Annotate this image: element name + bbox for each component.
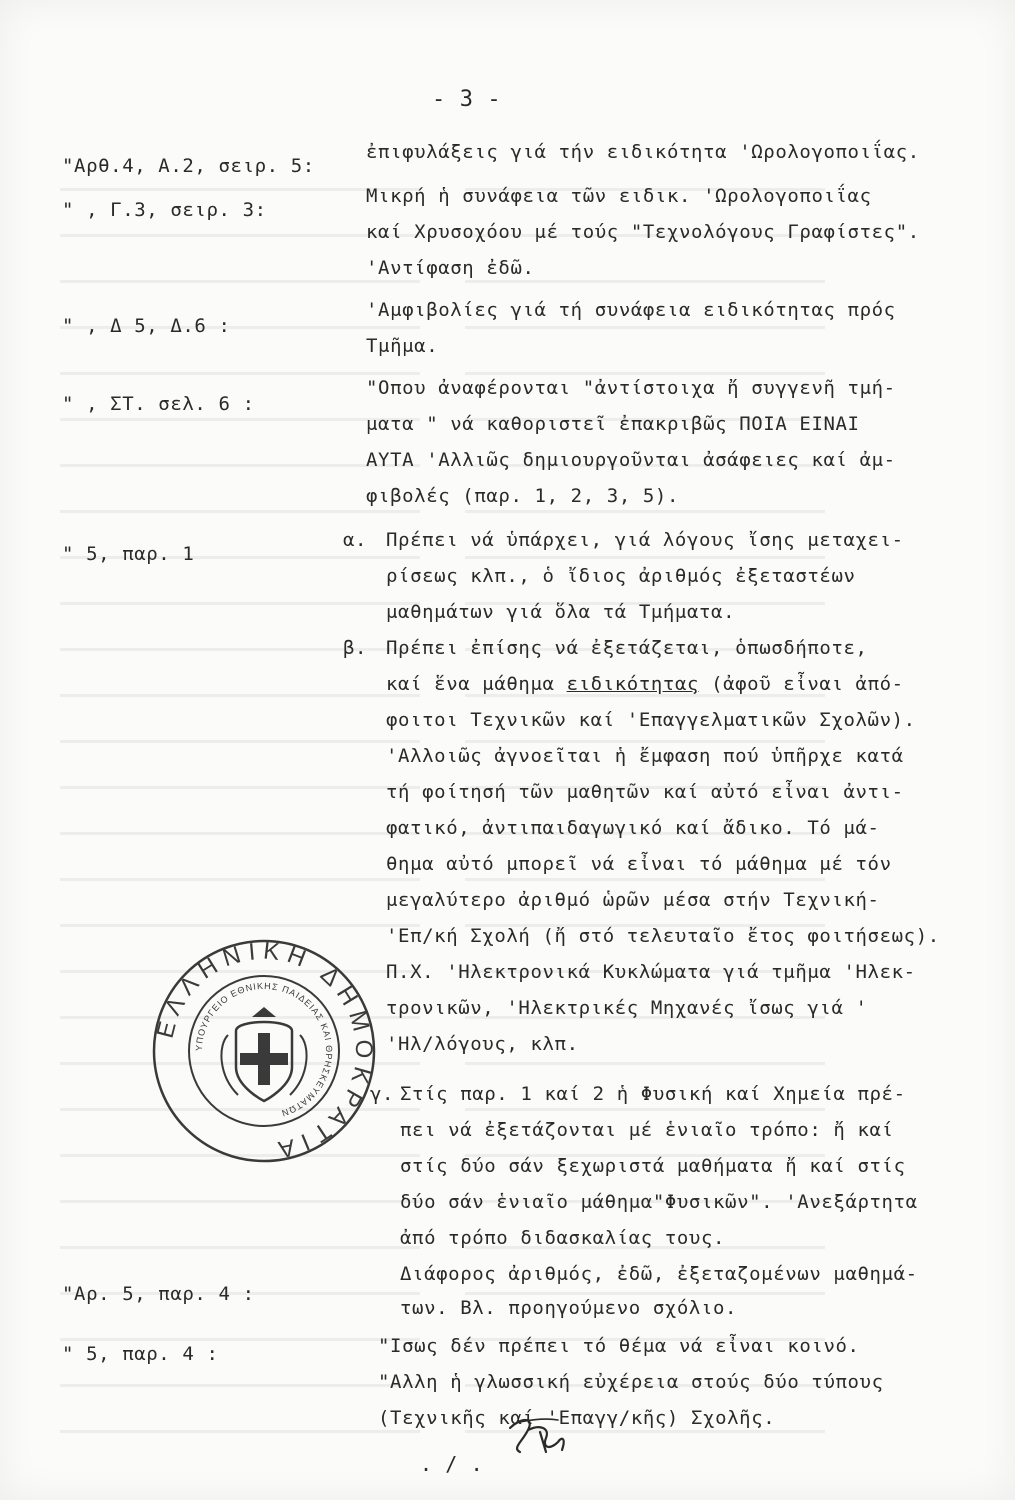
point-marker: α. (343, 529, 368, 551)
comment-line: "Αλλη ἡ γλωσσική εὐχέρεια στούς δύο τύπους (378, 1371, 884, 1393)
point-marker: β. (343, 637, 368, 659)
official-seal (148, 935, 380, 1167)
continuation-mark: . / . (420, 1452, 484, 1476)
comment-line: ΑΥΤΑ 'Αλλιῶς δημιουργοῦνται ἀσάφειες καί ἀμ- (366, 449, 896, 471)
comment-line: Π.Χ. 'Ηλεκτρονικά Κυκλώματα γιά τμῆμα 'Ηλεκ- (386, 961, 916, 983)
comment-line: τή φοίτησή τῶν μαθητῶν καί αὐτό εἶναι ἀντι- (386, 781, 904, 803)
seal-inner-text: ΥΠΟΥΡΓΕΙΟ ΕΘΝΙΚΗΣ ΠΑΙΔΕΙΑΣ ΚΑΙ ΘΡΗΣΚΕΥΜΑΤΩΝ (193, 980, 335, 1119)
comment-line: των. Βλ. προηγούμενο σχόλιο. (400, 1297, 738, 1319)
comment-text: καί ἕνα μάθημα (386, 673, 567, 695)
comment-line: 'Αντίφαση ἐδῶ. (366, 257, 535, 279)
comment-line: ρίσεως κλπ., ὁ ἴδιος ἀριθμός ἐξεταστέων (386, 565, 856, 587)
page-number: - 3 - (432, 87, 502, 112)
comment-line (386, 672, 904, 696)
comment-line: ἐπιφυλάξεις γιά τήν ειδικότητα 'Ωρολογοποιΐας. (366, 141, 920, 163)
comment-line: 'Αλλοιῶς ἀγνοεῖται ἡ ἔμφαση πού ὑπῆρχε κατά (386, 745, 904, 767)
comment-line: 'Επ/κή Σχολή (ἤ στό τελευταῖο ἔτος φοιτήσεως). (386, 925, 940, 947)
comment-line: Μικρή ἡ συνάφεια τῶν ειδικ. 'Ωρολογοποιΐας (366, 185, 872, 207)
underlined-word: ειδικότητας (566, 673, 700, 695)
comment-line: τρονικῶν, 'Ηλεκτρικές Μηχανές ἴσως γιά ' (386, 997, 868, 1019)
coat-of-arms-icon (221, 1007, 306, 1101)
comment-line: Πρέπει ἐπίσης νά ἐξετάζεται, ὁπωσδήποτε, (386, 637, 868, 659)
comment-text: (ἀφοῦ εἶναι ἀπό- (699, 673, 904, 695)
reference-label: "Αρθ.4, Α.2, σειρ. 5: (62, 155, 315, 177)
comment-line: στίς δύο σάν ξεχωριστά μαθήματα ἤ καί στίς (400, 1155, 906, 1177)
comment-line: Διάφορος ἀριθμός, ἐδῶ, ἐξεταζομένων μαθημά- (400, 1263, 918, 1285)
comment-line: ἀπό τρόπο διδασκαλίας τους. (400, 1227, 726, 1249)
seal-ring-text: ΕΛΛΗΝΙΚΗ ΔΗΜΟΚΡΑΤΙΑ (151, 937, 378, 1165)
comment-line: Πρέπει νά ὑπάρχει, γιά λόγους ἴσης μεταχει- (386, 529, 904, 551)
reference-label: " , ΣΤ. σελ. 6 : (62, 393, 255, 415)
comment-line: 'Ηλ/λόγους, κλπ. (386, 1033, 579, 1055)
comment-line: (Τεχνικῆς καί 'Επαγγ/κῆς) Σχολῆς. (378, 1407, 776, 1429)
comment-line: 'Αμφιβολίες γιά τή συνάφεια ειδικότητας πρός (366, 299, 896, 321)
reference-label: " , Γ.3, σειρ. 3: (62, 199, 267, 221)
comment-line: Τμῆμα. (366, 335, 439, 357)
comment-line: καί Χρυσοχόου μέ τούς "Τεχνολόγους Γραφίστες". (366, 221, 920, 243)
comment-line: "Οπου ἀναφέρονται "ἀντίστοιχα ἤ συγγενῆ τμή- (366, 377, 896, 399)
reference-label: " 5, παρ. 4 : (62, 1343, 219, 1365)
comment-line: φατικό, ἀντιπαιδαγωγικό καί ἄδικο. Τό μά- (386, 817, 880, 839)
comment-line: μεγαλύτερο ἀριθμό ὡρῶν μέσα στήν Τεχνική- (386, 889, 880, 911)
comment-line: Στίς παρ. 1 καί 2 ἡ Φυσική καί Χημεία πρέ- (400, 1083, 906, 1105)
reference-label: " 5, παρ. 1 (62, 543, 195, 565)
comment-line: φοιτοι Τεχνικῶν καί 'Επαγγελματικῶν Σχολῶν). (386, 709, 916, 731)
reference-label: " , Δ 5, Δ.6 : (62, 315, 231, 337)
comment-line: δύο σάν ἑνιαῖο μάθημα"Φυσικῶν". 'Ανεξάρτητα (400, 1191, 918, 1213)
comment-line: θημα αὐτό μπορεῖ νά εἶναι τό μάθημα μέ τόν (386, 853, 892, 875)
comment-line: φιβολές (παρ. 1, 2, 3, 5). (366, 485, 680, 507)
comment-line: μαθημάτων γιά ὅλα τά Τμήματα. (386, 601, 736, 623)
comment-line: πει νά ἐξετάζονται μέ ἑνιαῖο τρόπο: ἤ καί (400, 1119, 894, 1141)
point-marker: γ. (370, 1083, 395, 1105)
comment-line: ματα " νά καθοριστεῖ ἐπακριβῶς ΠΟΙΑ ΕΙΝΑΙ (366, 413, 860, 435)
reference-label: "Αρ. 5, παρ. 4 : (62, 1283, 255, 1305)
handwritten-signature (450, 1408, 580, 1468)
comment-line: "Ισως δέν πρέπει τό θέμα νά εἶναι κοινό. (378, 1335, 860, 1357)
